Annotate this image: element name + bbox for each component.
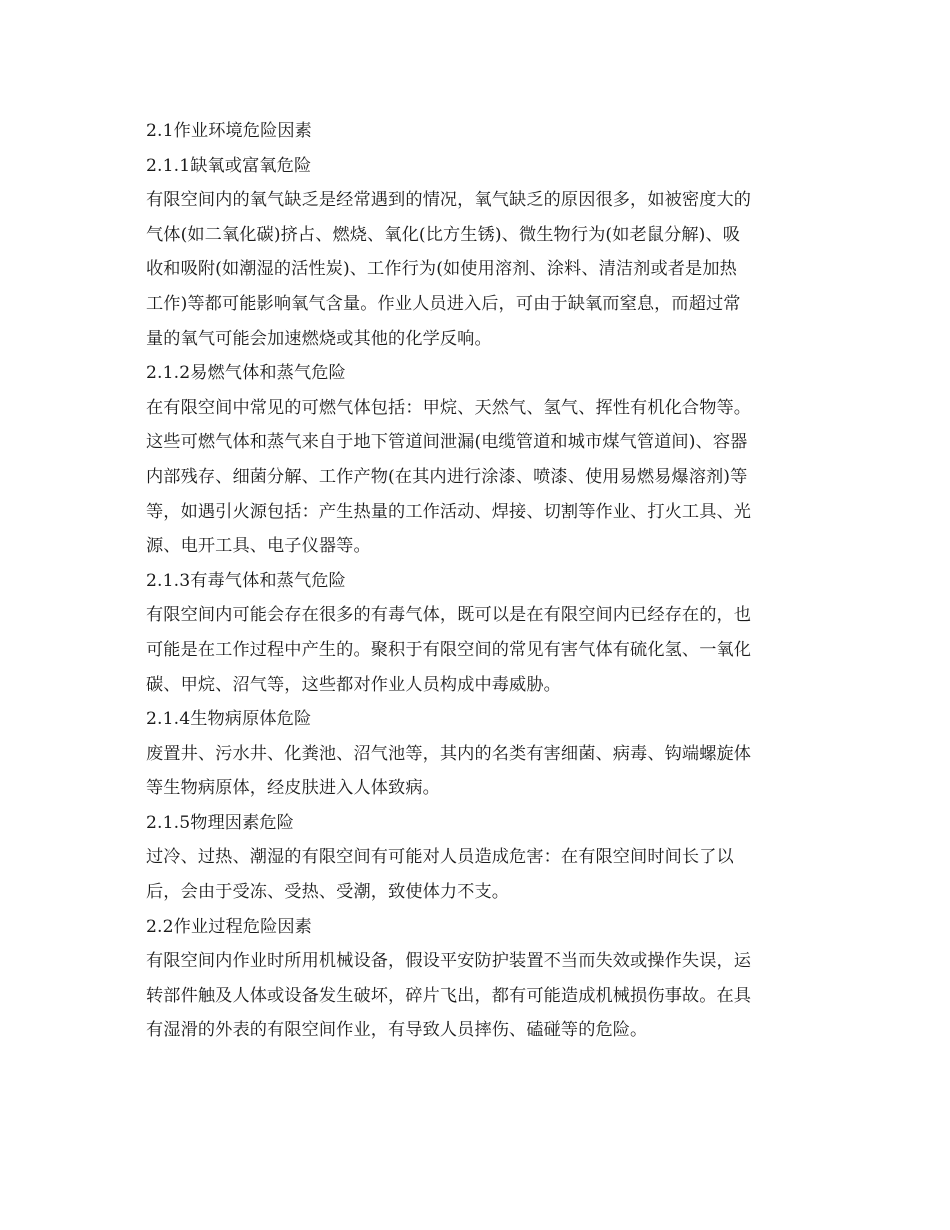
paragraph-line: 等生物病原体，经皮肤进入人体致病。 xyxy=(146,778,440,799)
paragraph-line: 碳、甲烷、沼气等，这些都对作业人员构成中毒威胁。 xyxy=(146,674,561,695)
paragraph-line: 量的氧气可能会加速燃烧或其他的化学反响。 xyxy=(146,328,492,349)
section-2-1-3 xyxy=(146,564,806,702)
section-2-1-1 xyxy=(146,149,806,357)
document-body xyxy=(146,114,806,1048)
paragraph-line: 后，会由于受冻、受热、受潮，致使体力不支。 xyxy=(146,882,510,903)
section-heading: 2.1.1缺氧或富氧危险 xyxy=(146,155,312,176)
paragraph-line: 过冷、过热、潮湿的有限空间有可能对人员造成危害：在有限空间时间长了以 xyxy=(146,847,734,868)
section-heading: 2.1.3有毒气体和蒸气危险 xyxy=(146,570,346,591)
paragraph-line: 等，如遇引火源包括：产生热量的工作活动、焊接、切割等作业、打火工具、光 xyxy=(146,501,752,522)
paragraph-line: 有限空间内的氧气缺乏是经常遇到的情况，氧气缺乏的原因很多，如被密度大的 xyxy=(146,190,752,211)
section-heading: 2.1.2易燃气体和蒸气危险 xyxy=(146,363,346,384)
section-heading: 2.1.4生物病原体危险 xyxy=(146,709,312,730)
paragraph-line: 转部件触及人体或设备发生破坏，碎片飞出，都有可能造成机械损伤事故。在具 xyxy=(146,985,752,1006)
paragraph-line: 源、电开工具、电子仪器等。 xyxy=(146,536,371,557)
paragraph-line: 这些可燃气体和蒸气来自于地下管道间泄漏(电缆管道和城市煤气管道间)、容器 xyxy=(146,432,748,453)
section-2-1-5 xyxy=(146,806,806,910)
section-2-1-2 xyxy=(146,356,806,564)
section-2-1 xyxy=(146,114,806,149)
section-heading: 2.1.5物理因素危险 xyxy=(146,812,294,833)
section-heading: 2.2作业过程危险因素 xyxy=(146,916,312,937)
paragraph-line: 在有限空间中常见的可燃气体包括：甲烷、天然气、氢气、挥性有机化合物等。 xyxy=(146,397,752,418)
paragraph-line: 收和吸附(如潮湿的活性炭)、工作行为(如使用溶剂、涂料、清洁剂或者是加热 xyxy=(146,259,737,280)
paragraph-line: 可能是在工作过程中产生的。聚积于有限空间的常见有害气体有硫化氢、一氧化 xyxy=(146,639,752,660)
section-heading: 2.1作业环境危险因素 xyxy=(146,121,312,141)
section-2-2 xyxy=(146,910,806,1048)
paragraph-line: 气体(如二氧化碳)挤占、燃烧、氧化(比方生锈)、微生物行为(如老鼠分解)、吸 xyxy=(146,224,741,245)
paragraph-line: 工作)等都可能影响氧气含量。作业人员进入后，可由于缺氧而窒息，而超过常 xyxy=(146,293,741,314)
paragraph-line: 有限空间内可能会存在很多的有毒气体，既可以是在有限空间内已经存在的，也 xyxy=(146,605,752,626)
section-2-1-4 xyxy=(146,702,806,806)
paragraph-line: 内部残存、细菌分解、工作产物(在其内进行涂漆、喷漆、使用易燃易爆溶剂)等 xyxy=(146,466,748,487)
paragraph-line: 有湿滑的外表的有限空间作业，有导致人员摔伤、磕碰等的危险。 xyxy=(146,1020,648,1041)
paragraph-line: 有限空间内作业时所用机械设备，假设平安防护装置不当而失效或操作失误，运 xyxy=(146,951,752,972)
paragraph-line: 废置井、污水井、化粪池、沼气池等，其内的名类有害细菌、病毒、钩端螺旋体 xyxy=(146,743,752,764)
